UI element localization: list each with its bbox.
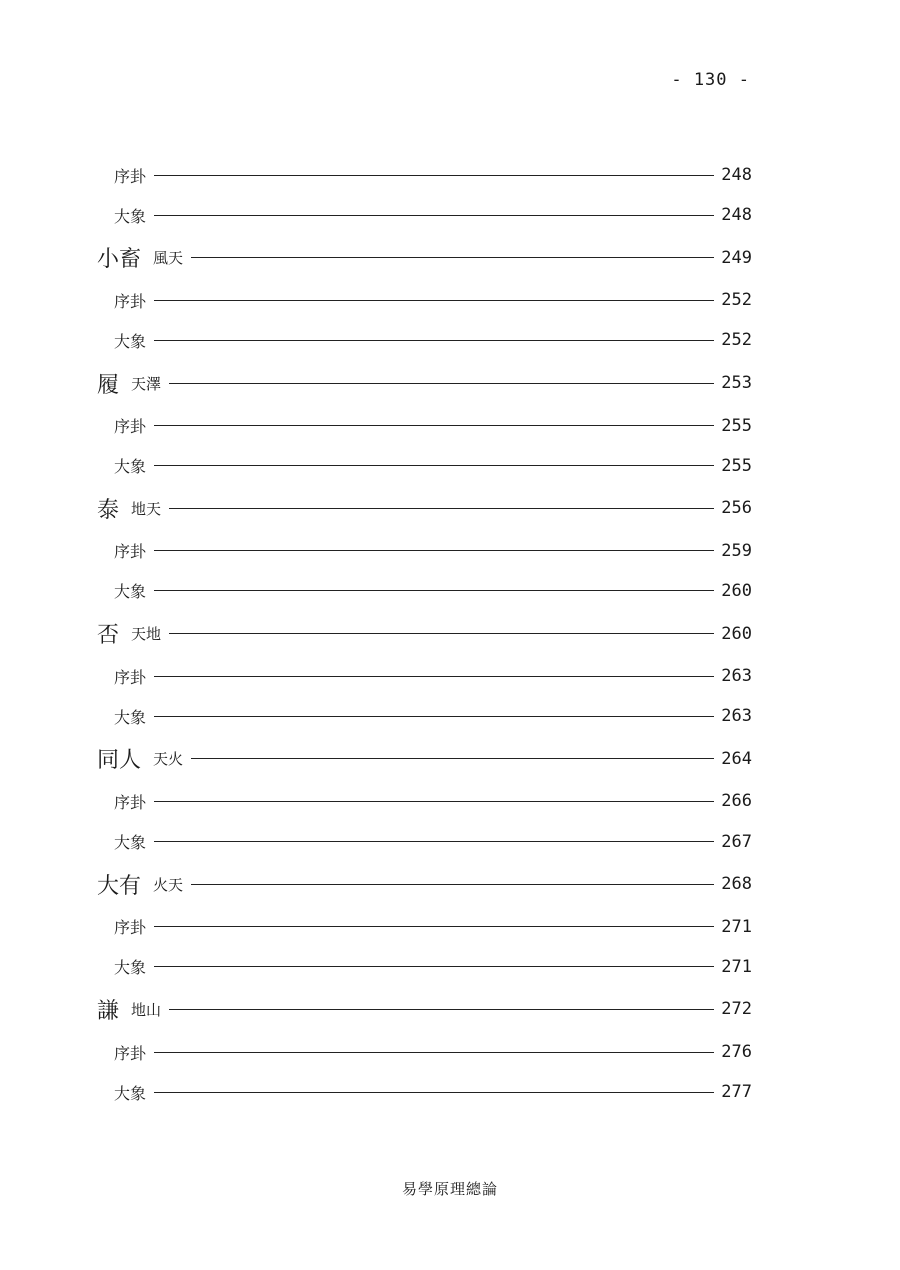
table-of-contents (97, 155, 752, 1112)
toc-entry-trigram: 地山 (131, 1000, 162, 1019)
toc-section-entry[interactable] (97, 195, 752, 235)
toc-section-entry[interactable] (97, 781, 752, 821)
toc-leader-line (154, 966, 714, 967)
toc-entry-title: 同人 (97, 748, 142, 774)
toc-section-entry[interactable] (97, 320, 752, 360)
toc-section-entry[interactable] (97, 446, 752, 486)
toc-entry-title: 大象 (114, 1083, 147, 1103)
toc-leader-line (191, 257, 714, 258)
toc-leader-line (154, 550, 714, 551)
toc-section-entry[interactable] (97, 406, 752, 446)
toc-entry-page-number: 272 (721, 999, 752, 1020)
toc-entry-title: 大象 (114, 707, 147, 727)
toc-entry-title: 泰 (97, 497, 120, 523)
toc-leader-line (154, 340, 714, 341)
toc-leader-line (169, 508, 714, 509)
toc-leader-line (154, 841, 714, 842)
toc-entry-title: 序卦 (114, 918, 147, 938)
book-title-footer: 易學原理總論 (401, 1180, 498, 1198)
toc-section-entry[interactable] (97, 571, 752, 611)
toc-section-entry[interactable] (97, 907, 752, 947)
toc-leader-line (154, 1092, 714, 1093)
toc-entry-page-number: 260 (721, 580, 752, 601)
toc-chapter-entry[interactable] (97, 987, 752, 1032)
toc-leader-line (154, 716, 714, 717)
toc-entry-title: 謙 (97, 998, 120, 1024)
toc-chapter-entry[interactable] (97, 486, 752, 531)
toc-leader-line (154, 801, 714, 802)
toc-section-entry[interactable] (97, 1072, 752, 1112)
toc-entry-page-number: 277 (721, 1082, 752, 1103)
toc-entry-page-number: 252 (721, 330, 752, 351)
toc-entry-page-number: 260 (721, 623, 752, 644)
toc-section-entry[interactable] (97, 822, 752, 862)
toc-leader-line (154, 1052, 714, 1053)
toc-entry-title: 大象 (114, 582, 147, 602)
toc-entry-title: 序卦 (114, 291, 147, 311)
toc-entry-title: 大象 (114, 833, 147, 853)
toc-leader-line (191, 884, 714, 885)
toc-entry-title: 大象 (114, 457, 147, 477)
toc-entry-trigram: 天地 (131, 625, 162, 644)
toc-entry-page-number: 267 (721, 831, 752, 852)
toc-entry-page-number: 255 (721, 455, 752, 476)
toc-section-entry[interactable] (97, 531, 752, 571)
toc-entry-title: 序卦 (114, 417, 147, 437)
toc-entry-title: 序卦 (114, 667, 147, 687)
toc-entry-page-number: 263 (721, 706, 752, 727)
toc-entry-page-number: 266 (721, 791, 752, 812)
toc-chapter-entry[interactable] (97, 235, 752, 280)
toc-entry-page-number: 248 (721, 205, 752, 226)
toc-leader-line (169, 633, 714, 634)
toc-entry-page-number: 259 (721, 540, 752, 561)
toc-chapter-entry[interactable] (97, 360, 752, 405)
toc-entry-title: 序卦 (114, 542, 147, 562)
toc-entry-page-number: 253 (721, 373, 752, 394)
toc-leader-line (169, 1009, 714, 1010)
toc-section-entry[interactable] (97, 947, 752, 987)
toc-section-entry[interactable] (97, 696, 752, 736)
toc-chapter-entry[interactable] (97, 736, 752, 781)
toc-leader-line (154, 676, 714, 677)
toc-entry-trigram: 天火 (153, 750, 184, 769)
toc-entry-title: 履 (97, 372, 120, 398)
toc-entry-title: 序卦 (114, 166, 147, 186)
toc-leader-line (154, 215, 714, 216)
toc-entry-title: 否 (97, 623, 120, 649)
toc-leader-line (154, 300, 714, 301)
toc-entry-page-number: 271 (721, 956, 752, 977)
toc-entry-trigram: 火天 (153, 875, 184, 894)
toc-entry-page-number: 256 (721, 498, 752, 519)
toc-section-entry[interactable] (97, 155, 752, 195)
toc-entry-page-number: 252 (721, 290, 752, 311)
toc-section-entry[interactable] (97, 280, 752, 320)
toc-entry-title: 序卦 (114, 792, 147, 812)
toc-entry-trigram: 風天 (153, 249, 184, 268)
toc-section-entry[interactable] (97, 656, 752, 696)
toc-entry-title: 大象 (114, 331, 147, 351)
toc-entry-page-number: 248 (721, 165, 752, 186)
toc-entry-title: 大有 (97, 873, 142, 899)
toc-entry-title: 大象 (114, 958, 147, 978)
toc-entry-page-number: 255 (721, 415, 752, 436)
toc-chapter-entry[interactable] (97, 862, 752, 907)
toc-entry-page-number: 268 (721, 874, 752, 895)
toc-leader-line (154, 926, 714, 927)
toc-leader-line (154, 465, 714, 466)
toc-entry-page-number: 264 (721, 748, 752, 769)
toc-entry-page-number: 249 (721, 247, 752, 268)
toc-entry-page-number: 271 (721, 916, 752, 937)
toc-entry-title: 大象 (114, 206, 147, 226)
toc-leader-line (191, 758, 714, 759)
toc-entry-page-number: 276 (721, 1042, 752, 1063)
toc-section-entry[interactable] (97, 1032, 752, 1072)
toc-entry-page-number: 263 (721, 666, 752, 687)
toc-leader-line (169, 383, 714, 384)
toc-leader-line (154, 590, 714, 591)
page-number: - 130 - (671, 70, 750, 90)
toc-entry-trigram: 地天 (131, 499, 162, 518)
toc-leader-line (154, 425, 714, 426)
toc-entry-title: 序卦 (114, 1043, 147, 1063)
toc-chapter-entry[interactable] (97, 611, 752, 656)
toc-leader-line (154, 175, 714, 176)
toc-entry-title: 小畜 (97, 247, 142, 273)
toc-entry-trigram: 天澤 (131, 374, 162, 393)
